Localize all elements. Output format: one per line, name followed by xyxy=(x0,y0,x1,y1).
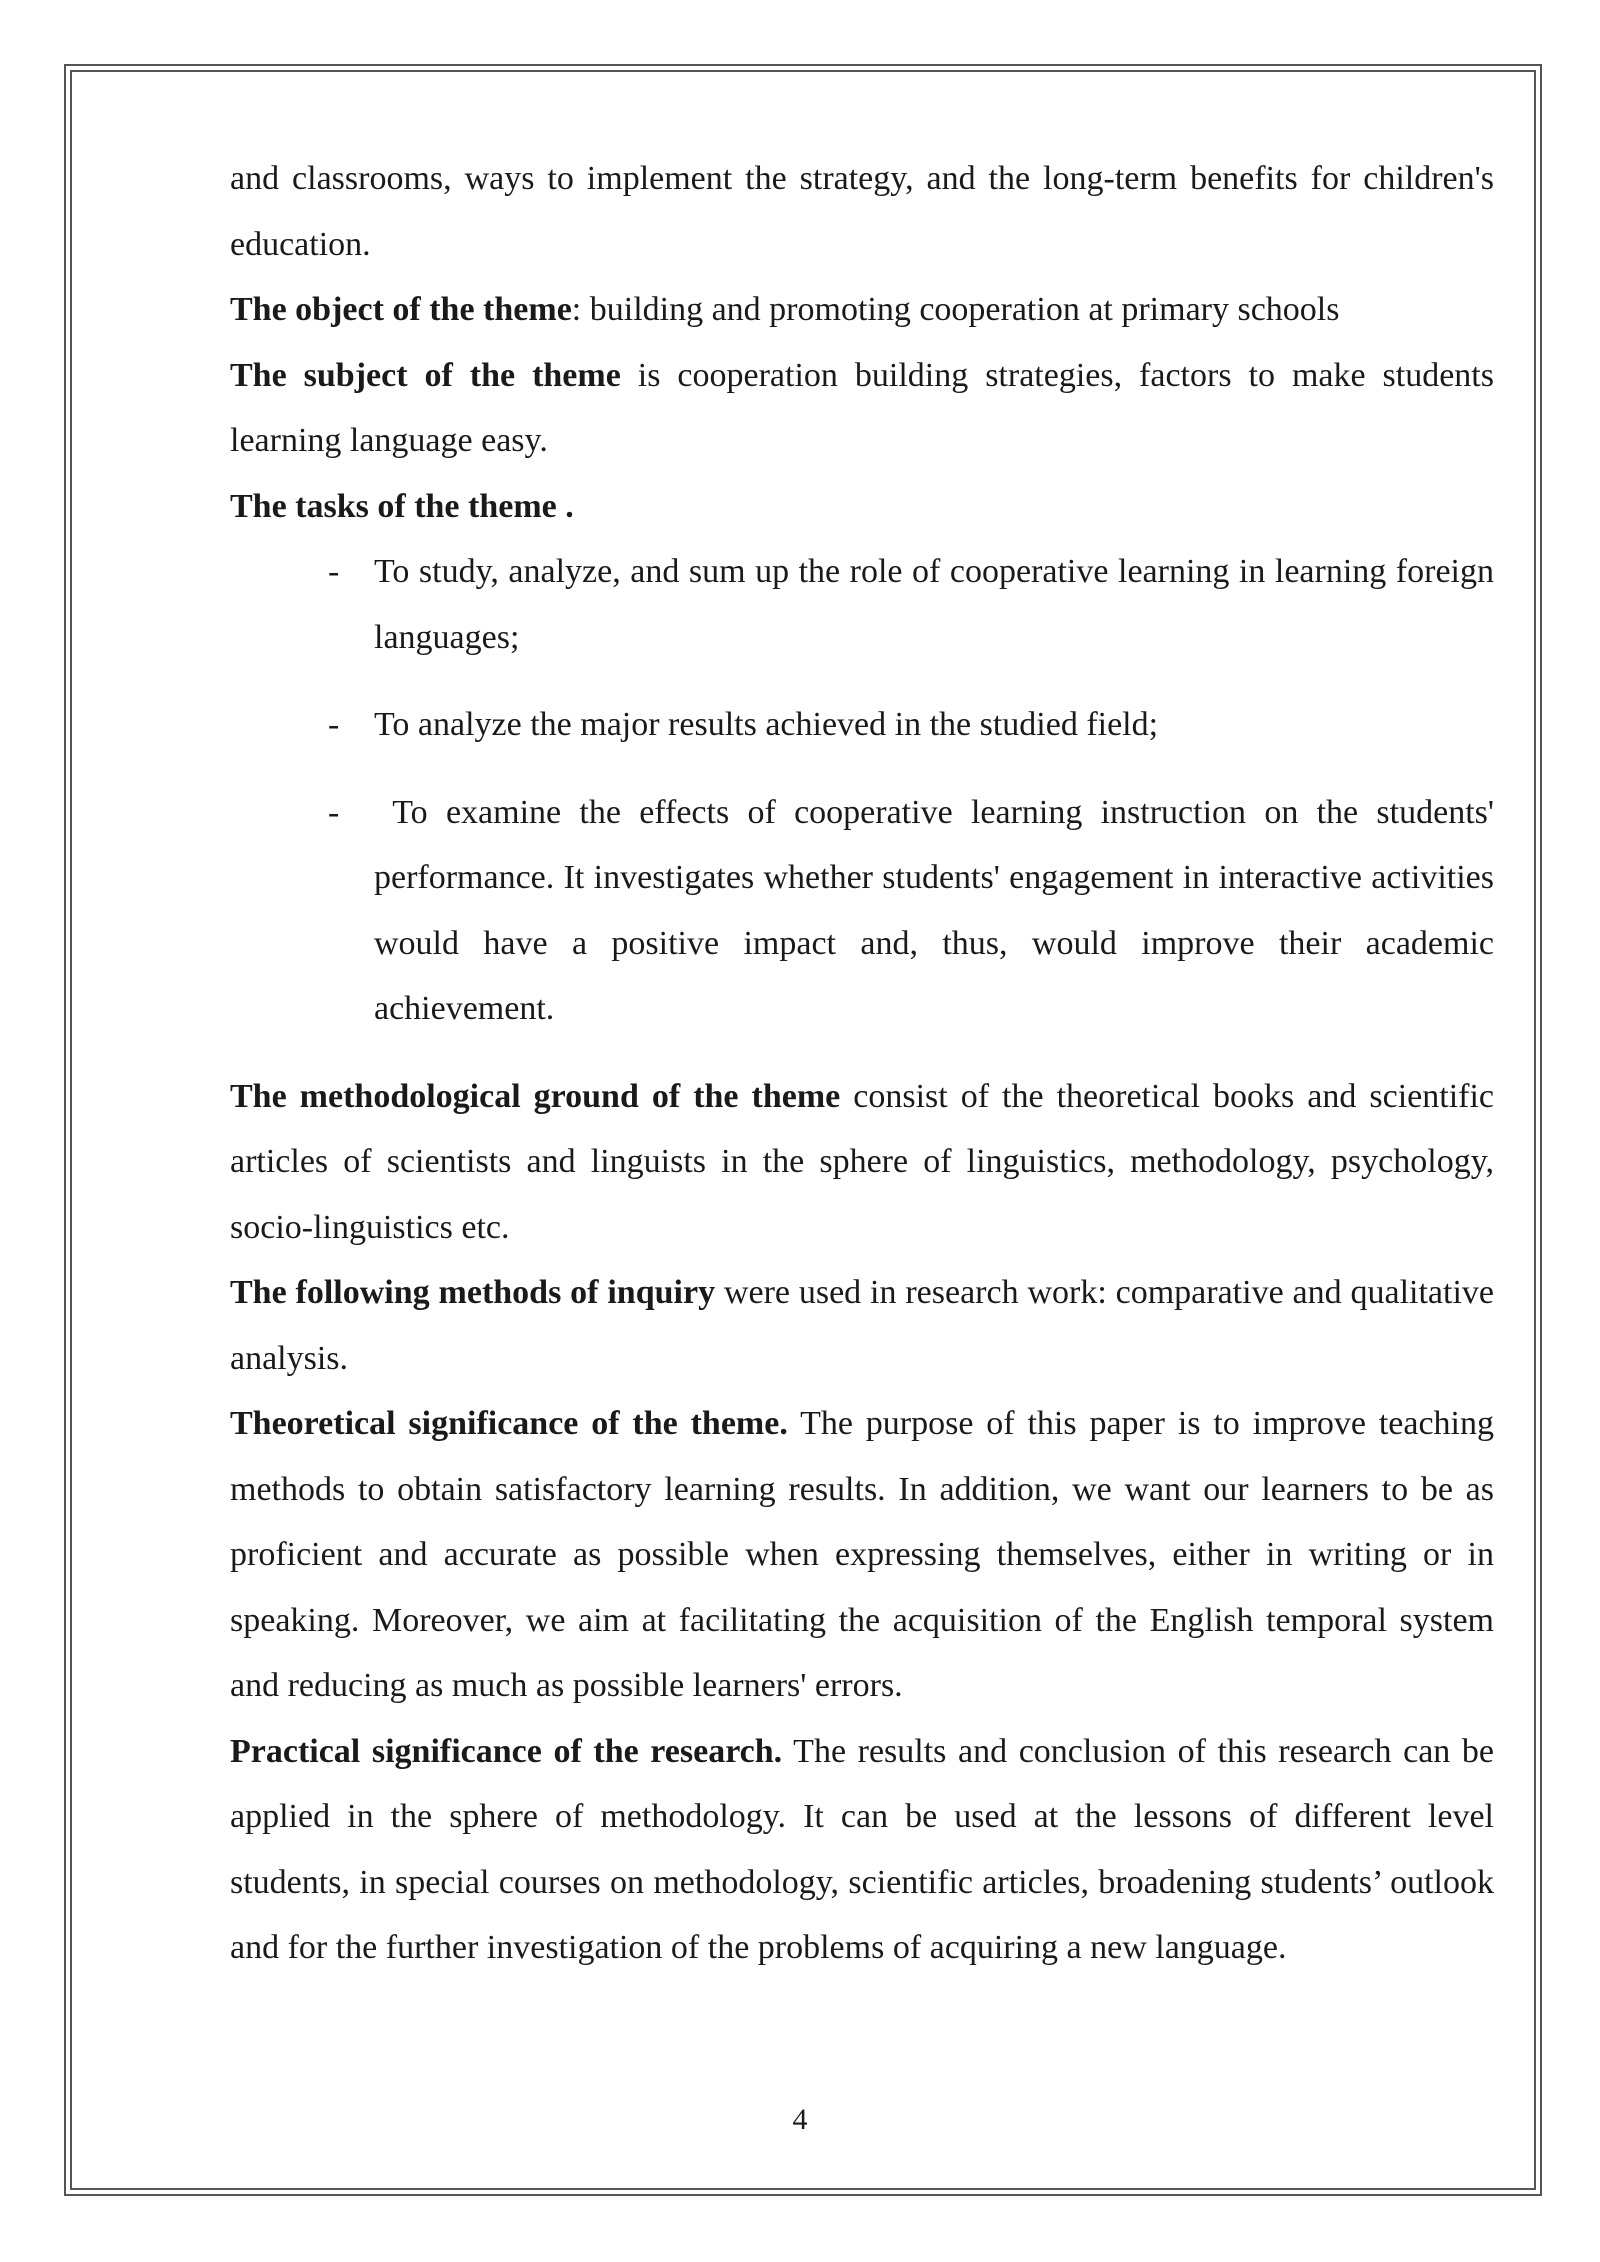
subject-text: is cooperation building strategies, factors to make students learning language easy. xyxy=(230,356,1494,459)
list-dash: - xyxy=(328,793,340,831)
methodological-label: The methodological ground of the theme xyxy=(230,1077,841,1115)
list-item-text: To examine the effects of cooperative learning instruction on the students' performance. It investigates whether students' engagement in interactive activities would have a positive impact and, thus, would improve their academic achievement. xyxy=(374,793,1503,1027)
methodological-text: consist of the theoretical books and scientific articles of scientists and linguists in the sphere of linguistics, methodology, psychology, socio-linguistics etc. xyxy=(230,1077,1494,1246)
methods-paragraph xyxy=(230,1260,1494,1391)
subject-label: The subject of the theme xyxy=(230,356,621,394)
object-text: : building and promoting cooperation at primary schools xyxy=(571,291,1340,328)
practical-paragraph xyxy=(230,1719,1494,1981)
tasks-heading: The tasks of the theme . xyxy=(230,487,574,525)
page-number: 4 xyxy=(792,2103,808,2136)
list-item xyxy=(230,692,1494,758)
object-label: The object of the theme xyxy=(230,291,572,328)
practical-label: Practical significance of the research. xyxy=(230,1732,783,1770)
document-body xyxy=(230,146,1503,1981)
list-dash: - xyxy=(328,706,340,743)
practical-text: The results and conclusion of this research can be applied in the sphere of methodology. It can be used at the lessons of different level students, in special courses on methodology, scientific articles, broadening students’ outlook and for the further investigation of the problems of acquiring a new language. xyxy=(230,1732,1495,1966)
list-dash: - xyxy=(328,553,340,590)
theoretical-label: Theoretical significance of the theme. xyxy=(230,1405,788,1442)
list-item-text: To study, analyze, and sum up the role of cooperative learning in learning foreign languages; xyxy=(374,553,1494,656)
subject-paragraph xyxy=(230,343,1494,474)
list-item-text: To analyze the major results achieved in the studied field; xyxy=(374,706,1159,743)
list-item xyxy=(230,780,1503,1042)
list-item xyxy=(230,539,1494,670)
theoretical-text: The purpose of this paper is to improve teaching methods to obtain satisfactory learning results. In addition, we want our learners to be as proficient and accurate as possible when expressing themselves, either in writing or in speaking. Moreover, we aim at facilitating the acquisition of the English temporal system and reducing as much as possible learners' errors. xyxy=(230,1405,1494,1704)
methods-text: were used in research work: comparative and qualitative analysis. xyxy=(230,1274,1494,1377)
theoretical-paragraph xyxy=(230,1391,1494,1719)
methodological-paragraph xyxy=(230,1064,1494,1261)
intro-continuation-paragraph: and classrooms, ways to implement the strategy, and the long-term benefits for children's education. xyxy=(230,160,1494,263)
methods-label: The following methods of inquiry xyxy=(230,1274,716,1311)
tasks-list xyxy=(230,539,1503,1042)
object-paragraph xyxy=(230,277,1494,343)
